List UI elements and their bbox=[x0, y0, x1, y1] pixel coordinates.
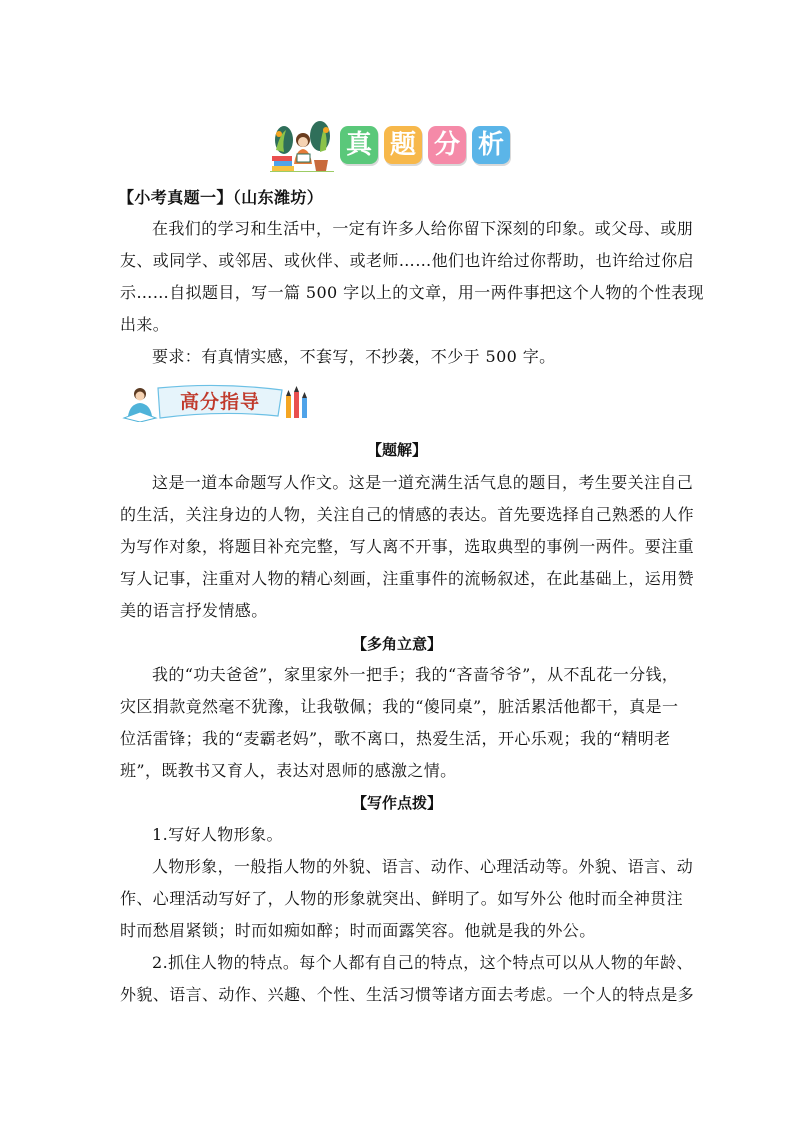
tips-line: 1.写好人物形象。 bbox=[152, 825, 283, 844]
analysis-line: 美的语言抒发情感。 bbox=[120, 601, 268, 620]
banner-title bbox=[340, 126, 510, 164]
angles-line: 班”，既教书又育人，表达对恩师的感激之情。 bbox=[120, 761, 457, 780]
question-title: 【小考真题一】（山东潍坊） bbox=[118, 188, 324, 207]
analysis-line: 这是一道本命题写人作文。这是一道充满生活气息的题目，考生要关注自己 bbox=[152, 473, 694, 492]
question-line: 出来。 bbox=[120, 315, 170, 334]
tips-line: 人物形象，一般指人物的外貌、语言、动作、心理活动等。外貌、语言、动 bbox=[152, 857, 694, 876]
banner-char-2: 题 bbox=[384, 126, 422, 164]
section-banner-guide bbox=[120, 382, 315, 422]
question-line: 在我们的学习和生活中，一定有许多人给你留下深刻的印象。或父母、或朋 bbox=[152, 219, 694, 238]
question-requirement: 要求：有真情实感，不套写，不抄袭，不少于 500 字。 bbox=[152, 347, 556, 366]
tips-line: 时而愁眉紧锁；时而如痴如醉；时而面露笑容。他就是我的外公。 bbox=[120, 921, 596, 940]
section-banner-analysis bbox=[270, 120, 532, 172]
guide-banner-label: 高分指导 bbox=[180, 391, 261, 413]
tips-heading: 【写作点拨】 bbox=[351, 794, 442, 812]
angles-line: 我的“功夫爸爸”，家里家外一把手；我的“吝啬爷爷”，从不乱花一分钱， bbox=[152, 665, 679, 684]
tips-line: 作、心理活动写好了，人物的形象就突出、鲜明了。如写外公 他时而全神贯注 bbox=[120, 889, 684, 908]
analysis-heading: 【题解】 bbox=[366, 441, 427, 459]
tips-line: 2.抓住人物的特点。每个人都有自己的特点，这个特点可以从人物的年龄、 bbox=[152, 953, 693, 972]
question-line: 友、或同学、或邻居、或伙伴、或老师……他们也许给过你帮助，也许给过你启 bbox=[120, 251, 695, 270]
banner-char-3: 分 bbox=[428, 126, 466, 164]
angles-line: 灾区捐款竟然毫不犹豫，让我敬佩；我的“傻同桌”，脏活累活他都干，真是一 bbox=[120, 697, 679, 716]
banner-char-1: 真 bbox=[340, 126, 378, 164]
question-line: 示……自拟题目，写一篇 500 字以上的文章，用一两件事把这个人物的个性表现 bbox=[120, 283, 704, 302]
reading-girl-illustration bbox=[270, 120, 334, 172]
analysis-line: 为写作对象，将题目补充完整，写人离不开事，选取典型的事例一两件。要注重 bbox=[120, 537, 695, 556]
banner-char-4: 析 bbox=[472, 126, 510, 164]
angles-heading: 【多角立意】 bbox=[351, 635, 442, 653]
analysis-line: 的生活，关注身边的人物，关注自己的情感的表达。首先要选择自己熟悉的人作 bbox=[120, 505, 695, 524]
tips-line: 外貌、语言、动作、兴趣、个性、生活习惯等诸方面去考虑。一个人的特点是多 bbox=[120, 985, 695, 1004]
angles-line: 位活雷锋；我的“麦霸老妈”，歌不离口，热爱生活，开心乐观；我的“精明老 bbox=[120, 729, 671, 748]
analysis-line: 写人记事，注重对人物的精心刻画，注重事件的流畅叙述，在此基础上，运用赞 bbox=[120, 569, 695, 588]
